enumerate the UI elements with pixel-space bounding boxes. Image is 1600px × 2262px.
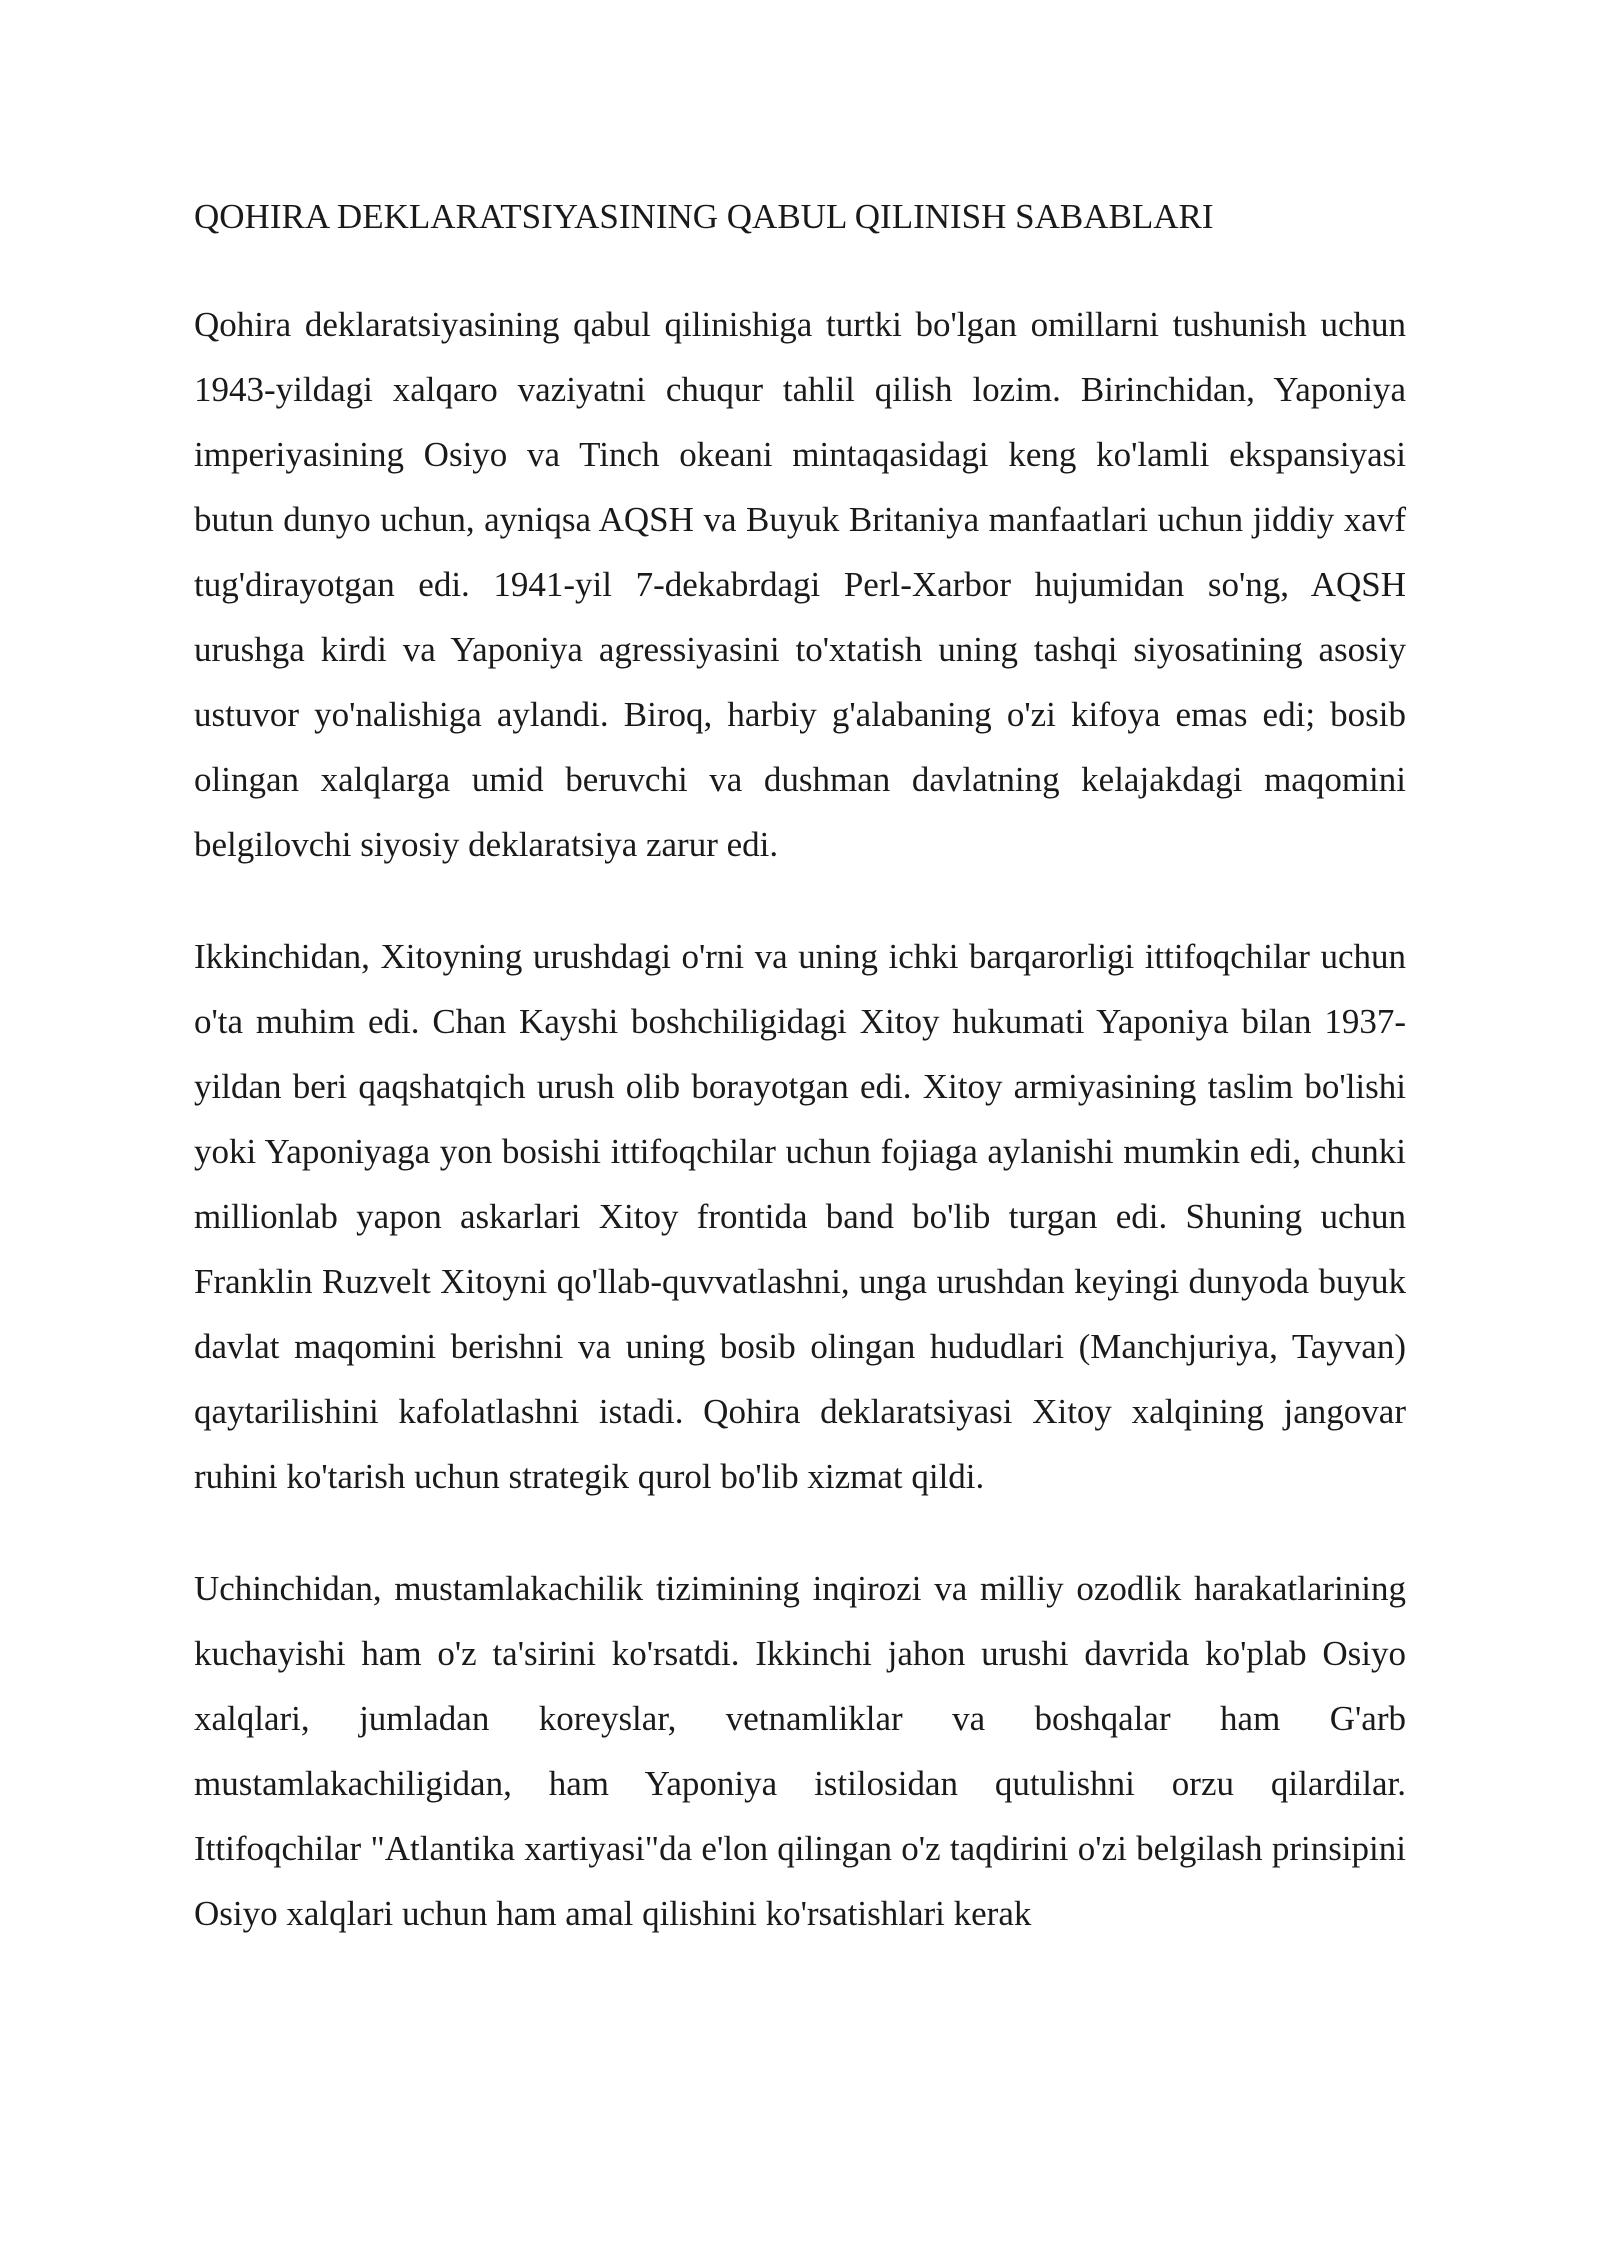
paragraph-2: Ikkinchidan, Xitoyning urushdagi o'rni va uning ichki barqarorligi ittifoqchilar uchun o'ta muhim edi. Chan Kayshi boshchiligidagi Xitoy hukumati Yaponiya bilan 1937-yildan beri qaqshatqich urush olib borayotgan edi. Xitoy armiyasining taslim bo'lishi yoki Yaponiyaga yon bosishi ittifoqchilar uchun fojiaga aylanishi mumkin edi, chunki millionlab yapon askarlari Xitoy frontida band bo'lib turgan edi. Shuning uchun Franklin Ruzvelt Xitoyni qo'llab-quvvatlashni, unga urushdan keyingi dunyoda buyuk davlat maqomini berishni va uning bosib olingan hududlari (Manchjuriya, Tayvan) qaytarilishini kafolatlashni istadi. Qohira deklaratsiyasi Xitoy xalqining jangovar ruhini ko'tarish uchun strategik qurol bo'lib xizmat qildi. [194, 937, 1406, 1496]
document-body [194, 192, 1406, 1993]
paragraph-3: Uchinchidan, mustamlakachilik tizimining inqirozi va milliy ozodlik harakatlarining kuchayishi ham o'z ta'sirini ko'rsatdi. Ikkinchi jahon urushi davrida ko'plab Osiyo xalqlari, jumladan koreyslar, vetnamliklar va boshqalar ham G'arb mustamlakachiligidan, ham Yaponiya istilosidan qutulishni orzu qilardilar. Ittifoqchilar "Atlantika xartiyasi"da e'lon qilingan o'z taqdirini o'zi belgilash prinsipini Osiyo xalqlari uchun ham amal qilishini ko'rsatishlari kerak [194, 1569, 1406, 1933]
document-title: QOHIRA DEKLARATSIYASINING QABUL QILINISH SABABLARI [194, 197, 1214, 236]
paragraph-1: Qohira deklaratsiyasining qabul qilinishiga turtki bo'lgan omillarni tushunish uchun 1943-yildagi xalqaro vaziyatni chuqur tahlil qilish lozim. Birinchidan, Yaponiya imperiyasining Osiyo va Tinch okeani mintaqasidagi keng ko'lamli ekspansiyasi butun dunyo uchun, ayniqsa AQSH va Buyuk Britaniya manfaatlari uchun jiddiy xavf tug'dirayotgan edi. 1941-yil 7-dekabrdagi Perl-Xarbor hujumidan so'ng, AQSH urushga kirdi va Yaponiya agressiyasini to'xtatish uning tashqi siyosatining asosiy ustuvor yo'nalishiga aylandi. Biroq, harbiy g'alabaning o'zi kifoya emas edi; bosib olingan xalqlarga umid beruvchi va dushman davlatning kelajakdagi maqomini belgilovchi siyosiy deklaratsiya zarur edi. [194, 305, 1406, 864]
